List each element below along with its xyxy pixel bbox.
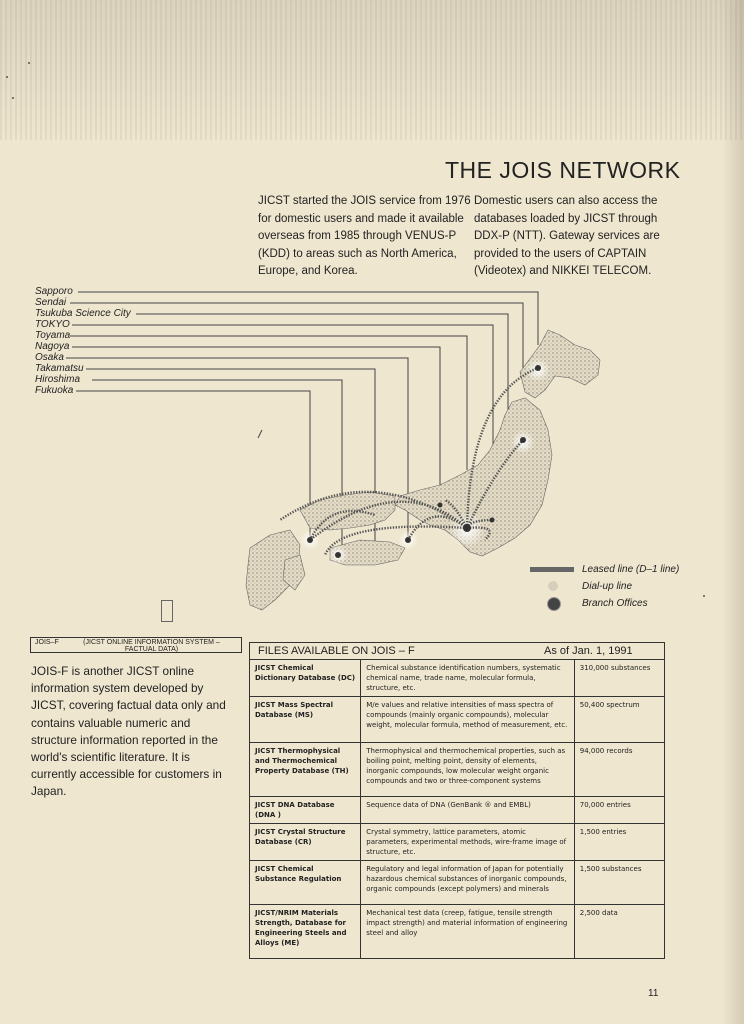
page-title: THE JOIS NETWORK — [445, 157, 681, 183]
table-row — [250, 697, 665, 743]
legend-dialup-label: Dial-up line — [582, 580, 633, 592]
database-size: 70,000 entries — [574, 797, 664, 824]
city-label-fukuoka: Fukuoka — [35, 385, 74, 396]
database-name: JICST/NRIM Materials Strength, Database for Engineering Steels and Alloys (ME) — [250, 905, 361, 959]
city-label-sendai: Sendai — [35, 297, 67, 308]
database-size: 310,000 substances — [574, 660, 664, 697]
city-label-osaka: Osaka — [35, 352, 64, 363]
legend-branch-offices — [530, 597, 648, 609]
database-content: Sequence data of DNA (GenBank ® and EMBL) — [361, 797, 575, 824]
table-row — [250, 905, 665, 959]
intro-paragraph-left: JICST started the JOIS service from 1976 for domestic users and made it available overseas from 1985 through VENUS-P (KDD) to areas such as North America, Europe, and Korea. — [258, 195, 471, 277]
database-name: JICST Chemical Dictionary Database (DC) — [250, 660, 361, 697]
database-name: JICST Crystal Structure Database (CR) — [250, 824, 361, 861]
dialup-line-symbol — [530, 580, 574, 592]
table-row — [250, 660, 665, 697]
branch-office-symbol — [530, 597, 574, 609]
page-number: 11 — [648, 988, 659, 999]
jois-f-label-detail: (JICST ONLINE INFORMATION SYSTEM – FACTUAL DATA) — [83, 639, 220, 653]
database-name: JICST Thermophysical and Thermochemical Property Database (TH) — [250, 743, 361, 797]
stray-mark — [258, 430, 262, 438]
database-name: JICST Mass Spectral Database (MS) — [250, 697, 361, 743]
table-row — [250, 743, 665, 797]
city-label-toyama: Toyama — [35, 330, 71, 341]
jois-f-label: JOIS–F — [35, 639, 59, 646]
table-row — [250, 797, 665, 824]
database-content: Chemical substance identification numbers, systematic chemical name, trade name, molecular formula, structure, etc. — [361, 660, 575, 697]
jois-f-description: JOIS-F is another JICST online information system developed by JICST, covering factual data only and contains valuable numeric and structure information reported in the world's scientific literature. It is currently accessible for customers in Japan. — [31, 664, 226, 799]
database-name: JICST Chemical Substance Regulation — [250, 861, 361, 905]
city-label-tokyo: TOKYO — [35, 319, 70, 330]
database-content: Thermophysical and thermochemical properties, such as boiling point, melting point, density of elements, inorganic compounds, low molecular weight organic compounds and two or three-component systems — [361, 743, 575, 797]
files-table — [249, 659, 665, 959]
files-table-header — [249, 642, 665, 660]
intro-paragraph-right: Domestic users can also access the databases loaded by JICST through DDX-P (NTT). Gateway services are provided to the users of CAPTAIN (Videotex) and NIKKEI TELECOM. — [474, 195, 660, 277]
legend-dialup-line — [530, 580, 632, 592]
jois-f-label-box — [30, 637, 242, 653]
legend-branch-label: Branch Offices — [582, 597, 648, 609]
table-row — [250, 824, 665, 861]
database-name: JICST DNA Database (DNA ) — [250, 797, 361, 824]
database-size: 50,400 spectrum — [574, 697, 664, 743]
database-size: 1,500 entries — [574, 824, 664, 861]
city-label-tsukuba: Tsukuba Science City — [35, 308, 131, 319]
database-content: Mechanical test data (creep, fatigue, tensile strength impact strength) and material information of engineering steel and alloy — [361, 905, 575, 959]
city-label-hiroshima: Hiroshima — [35, 374, 81, 385]
legend-leased-label: Leased line (D–1 line) — [582, 563, 680, 575]
database-size: 1,500 substances — [574, 861, 664, 905]
small-rectangle-mark — [161, 600, 173, 622]
city-label-nagoya: Nagoya — [35, 341, 70, 352]
city-label-takamatsu: Takamatsu — [35, 363, 84, 374]
city-label-sapporo: Sapporo — [35, 286, 73, 297]
database-content: Crystal symmetry, lattice parameters, atomic parameters, experimental methods, wire-frame image of structure, etc. — [361, 824, 575, 861]
database-content: Regulatory and legal information of Japan for potentially hazardous chemical substances of inorganic compounds, organic compounds (except polymers) and minerals — [361, 861, 575, 905]
files-table-title: FILES AVAILABLE ON JOIS – F — [258, 645, 415, 657]
database-size: 2,500 data — [574, 905, 664, 959]
files-table-date: As of Jan. 1, 1991 — [544, 645, 633, 657]
legend-leased-line — [530, 563, 679, 575]
database-content: M/e values and relative intensities of mass spectra of compounds (mainly organic compounds), molecular weight, molecular formula, method of measurement, etc. — [361, 697, 575, 743]
database-size: 94,000 records — [574, 743, 664, 797]
leased-line-symbol — [530, 563, 574, 575]
table-row — [250, 861, 665, 905]
